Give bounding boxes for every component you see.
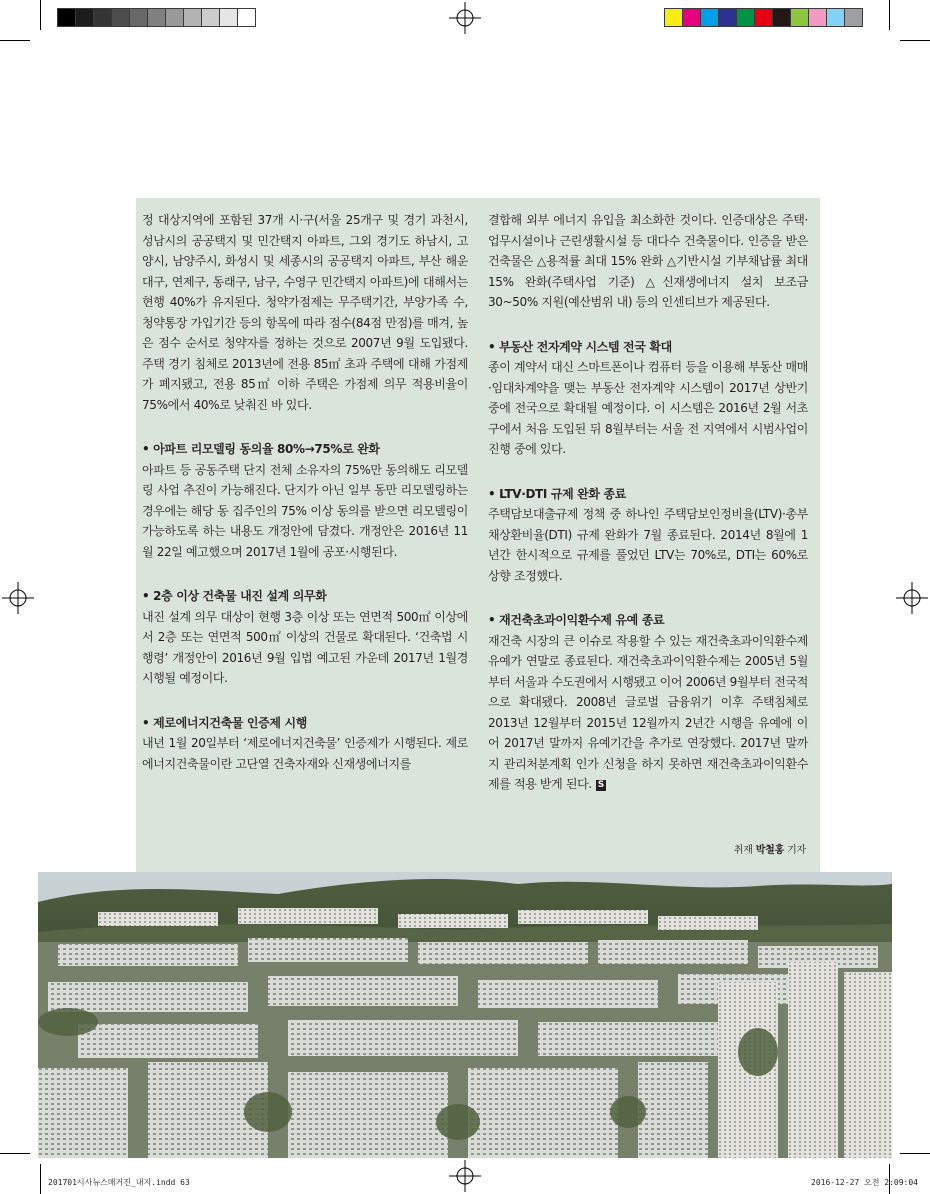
paragraph: 정 대상지역에 포함된 37개 시·구(서울 25개구 및 경기 과천시, 성남시의 공공택지 및 민간택지 아파트, 그외 경기도 하남시, 고양시, 남양주시, 화성시 및 세종시의 공공택지 아파트, 부산 해운대구, 연제구, 동래구, 남구, 수영구 민간택지 아파트)에 대해서는 현행 40%가 유지된다. 청약가점제는 무주택기간, 부양가족 수, 청약통장 가입기간 등의 항목에 따라 점수(84점 만점)를 매겨, 높은 점수 순서로 청약자를 정하는 것으로 2007년 9월 도입됐다. 주택 경기 침체로 2013년에 전용 85㎡ 초과 주택에 대해 가점제가 폐지됐고, 전용 85㎡ 이하 주택은 가점제 의무 적용비율이 75%에서 40%로 낮춰진 바 있다. <box>142 213 468 412</box>
crop-mark <box>40 0 41 30</box>
section-heading: • 제로에너지건축물 인증제 시행 <box>142 715 307 730</box>
process-color-bar <box>664 8 862 28</box>
color-swatch <box>700 8 719 27</box>
paragraph <box>488 631 808 795</box>
color-swatch <box>165 8 184 27</box>
color-swatch <box>844 8 863 27</box>
grayscale-color-bar <box>57 8 255 28</box>
color-swatch <box>682 8 701 27</box>
section-heading: • LTV·DTI 규제 완화 종료 <box>488 486 626 501</box>
section-heading: • 부동산 전자계약 시스템 전국 확대 <box>488 339 672 354</box>
byline <box>734 841 806 856</box>
section-heading: • 아파트 리모델링 동의율 80%→75%로 완화 <box>142 442 380 456</box>
color-swatch <box>147 8 166 27</box>
color-swatch <box>826 8 845 27</box>
cityscape-illustration <box>38 872 892 1158</box>
byline-prefix: 취재 <box>733 845 753 856</box>
article-panel <box>136 198 820 872</box>
registration-mark-icon <box>894 580 930 616</box>
byline-suffix: 기자 <box>787 845 806 856</box>
paragraph: 종이 계약서 대신 스마트폰이나 컴퓨터 등을 이용해 부동산 매매·임대차계약을 맺는 부동산 전자계약 시스템이 2017년 상반기 중에 전국으로 확대될 예정이다. 이 시스템은 2016년 2월 서초구에서 처음 도입된 뒤 8월부터는 서울 전 지역에서 시범사업이 진행 중에 있다. <box>488 360 809 456</box>
color-swatch <box>75 8 94 27</box>
color-swatch <box>111 8 130 27</box>
section-heading: • 2층 이상 건축물 내진 설계 의무화 <box>142 589 327 603</box>
registration-mark-icon <box>447 0 483 36</box>
footer-timestamp: 2016-12-27 오전 2:09:04 <box>811 1178 918 1187</box>
color-swatch <box>664 8 683 27</box>
color-swatch <box>808 8 827 27</box>
paragraph: 결합해 외부 에너지 유입을 최소화한 것이다. 인증대상은 주택·업무시설이나 근린생활시설 등 대다수 건축물이다. 인증을 받은 건축물은 △용적률 최대 15% 완화 △기반시설 기부채납률 최대 15% 완화(주택사업 기준) △신재생에너지 설치 보조금 30~50% 지원(예산범위 내) 등의 인센티브가 제공된다. <box>488 213 808 309</box>
paragraph-text: 재건축 시장의 큰 이슈로 작용할 수 있는 재건축초과이익환수제 유예가 연말로 종료된다. 재건축초과이익환수제는 2005년 5월부터 서울과 수도권에서 시행됐고 이어 2006년 9월부터 전국적으로 확대됐다. 2008년 글로벌 금융위기 이후 주택침체로 2013년 12월부터 2015년 12월까지 2년간 시행을 유예에 이어 2017년 말까지 유예기간을 추가로 연장했다. 2017년 말까지 관리처분계획 인가 신청을 하지 못하면 재건축초과이익환수제를 적용 받게 된다. <box>488 633 808 791</box>
color-swatch <box>790 8 809 27</box>
crop-mark <box>0 1153 30 1154</box>
crop-mark <box>900 1153 930 1154</box>
reporter-name: 박철홍 <box>755 845 785 856</box>
color-swatch <box>183 8 202 27</box>
footer-file-info: 201701시사뉴스매거진_내지.indd 63 <box>48 1178 190 1187</box>
crop-mark <box>40 1164 41 1194</box>
color-swatch <box>57 8 76 27</box>
article-column-right <box>488 210 808 795</box>
paragraph: 아파트 등 공동주택 단지 전체 소유자의 75%만 동의해도 리모델링 사업 추진이 가능해진다. 단지가 아닌 일부 동만 리모델링하는 경우에는 해당 동 집주인의 75% 이상 동의를 받으면 리모델링이 가능하도록 하는 내용도 개정안에 담겼다. 개정안은 2016년 11월 22일 예고했으며 2017년 1월에 공포·시행된다. <box>142 462 468 559</box>
color-swatch <box>718 8 737 27</box>
color-swatch <box>201 8 220 27</box>
crop-mark <box>889 0 890 30</box>
color-swatch <box>237 8 256 27</box>
crop-mark <box>900 40 930 41</box>
apartment-complex-photo <box>38 872 892 1158</box>
paragraph: 내진 설계 의무 대상이 현행 3층 이상 또는 연면적 500㎡ 이상에서 2층 또는 연면적 500㎡ 이상의 건물로 확대된다. ‘건축법 시행령’ 개정안이 2016년 9월 입법 예고된 가운데 2017년 1월경 시행될 예정이다. <box>142 609 468 685</box>
section-heading: • 재건축초과이익환수제 유예 종료 <box>488 613 665 627</box>
registration-mark-icon <box>447 1158 483 1194</box>
paragraph: 내년 1월 20일부터 ‘제로에너지건축물’ 인증제가 시행된다. 제로에너지건축물이란 고단열 건축자재와 신재생에너지를 <box>142 736 468 771</box>
registration-mark-icon <box>0 580 36 616</box>
color-swatch <box>754 8 773 27</box>
color-swatch <box>129 8 148 27</box>
crop-mark <box>0 40 30 41</box>
color-swatch <box>772 8 791 27</box>
color-swatch <box>93 8 112 27</box>
color-swatch <box>219 8 238 27</box>
article-column-left <box>142 210 468 774</box>
color-swatch <box>736 8 755 27</box>
end-mark-icon: S <box>597 780 604 790</box>
paragraph: 주택담보대출규제 정책 중 하나인 주택담보인정비율(LTV)·총부채상환비율(DTI) 규제 완화가 7월 종료된다. 2014년 8월에 1년간 한시적으로 규제를 풀었던 LTV는 70%로, DTI는 60%로 상향 조정했다. <box>488 507 808 583</box>
